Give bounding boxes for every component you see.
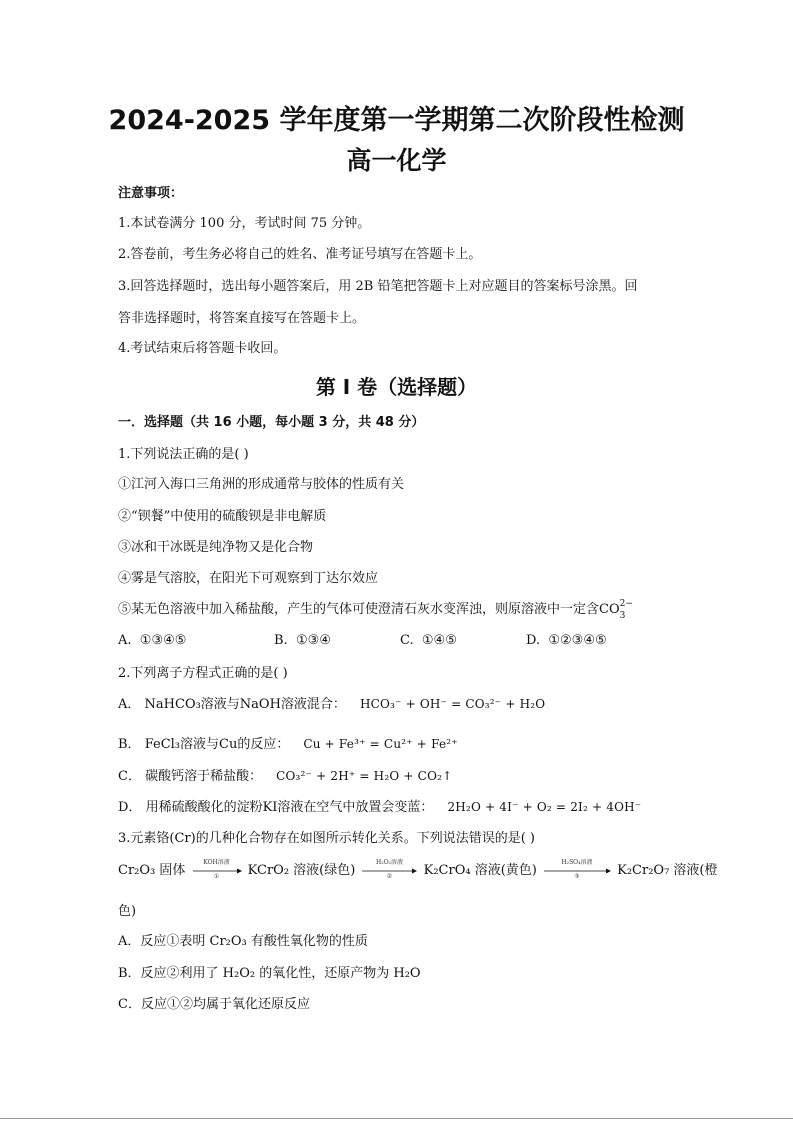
- note-item: 2.答卷前，考生务必将自己的姓名、准考证号填写在答题卡上。: [118, 247, 482, 262]
- q2-option-c: C． 碳酸钙溶于稀盐酸： CO₃²⁻ + 2H⁺ = H₂O + CO₂↑: [118, 769, 453, 784]
- q1-option-b: B. ①③④: [274, 633, 331, 648]
- q2-stem: 2.下列离子方程式正确的是( ): [118, 666, 288, 681]
- q3-option-c: C．反应①②均属于氧化还原反应: [118, 997, 310, 1012]
- note-item: 4.考试结束后将答题卡收回。: [118, 341, 287, 356]
- section-title: 第 Ⅰ 卷（选择题）: [315, 375, 478, 399]
- q1-statement-5: [118, 601, 634, 619]
- part-heading: 一．选择题（共 16 小题，每小题 3 分，共 48 分）: [118, 415, 425, 430]
- chain-substance: K₂Cr₂O₇ 溶液(橙: [617, 863, 718, 878]
- q1-stem: 1.下列说法正确的是( ): [118, 447, 249, 462]
- chain-continuation: 色): [118, 904, 137, 919]
- reaction-arrow-1: KOH溶液 ①: [192, 868, 242, 874]
- q1-statement: ②“钡餐”中使用的硫酸钡是非电解质: [118, 509, 327, 524]
- q1-statement: ①江河入海口三角洲的形成通常与胶体的性质有关: [118, 477, 405, 492]
- q1-option-d: D. ①②③④⑤: [526, 633, 607, 648]
- note-item: 3.回答选择题时，选出每小题答案后，用 2B 铅笔把答题卡上对应题目的答案标号涂黑。回: [118, 279, 638, 294]
- chain-substance: KCrO₂ 溶液(绿色): [247, 863, 356, 878]
- notes-heading: 注意事项：: [118, 186, 184, 201]
- q1-statement: ④雾是气溶胶，在阳光下可观察到丁达尔效应: [118, 571, 379, 586]
- q1-statement-text: ⑤某无色溶液中加入稀盐酸，产生的气体可使澄清石灰水变浑浊，则原溶液中一定含: [118, 602, 600, 617]
- q1-option-c: C. ①④⑤: [400, 633, 457, 648]
- q3-option-a: A．反应①表明 Cr₂O₃ 有酸性氧化物的性质: [118, 934, 368, 949]
- q2-option-d: D． 用稀硫酸酸化的淀粉KI溶液在空气中放置会变蓝： 2H₂O + 4I⁻ + O₂ = 2I₂ + 4OH⁻: [118, 800, 642, 815]
- q2-option-b: B． FeCl₃溶液与Cu的反应： Cu + Fe³⁺ = Cu²⁺ + Fe²⁺: [118, 737, 458, 752]
- reaction-arrow-3: H₂SO₄溶液 ③: [543, 868, 611, 874]
- q3-stem: 3.元素铬(Cr)的几种化合物存在如图所示转化关系。下列说法错误的是( ): [118, 831, 535, 846]
- note-item: 1.本试卷满分 100 分，考试时间 75 分钟。: [118, 216, 371, 231]
- subject-title: 高一化学: [346, 146, 447, 175]
- chain-substance: Cr₂O₃ 固体: [118, 863, 186, 878]
- q1-option-a: A. ①③④⑤: [118, 633, 187, 648]
- q1-statement: ③冰和干冰既是纯净物又是化合物: [118, 540, 314, 555]
- note-item: 答非选择题时，将答案直接写在答题卡上。: [118, 311, 366, 326]
- q3-conversion-chain: [118, 858, 718, 880]
- exam-title: 2024-2025 学年度第一学期第二次阶段性检测: [108, 105, 685, 136]
- carbonate-ion: CO 2− 3: [599, 599, 633, 621]
- reaction-arrow-2: H₂O₂溶液 ②: [361, 868, 417, 874]
- q2-option-a: A． NaHCO₃溶液与NaOH溶液混合： HCO₃⁻ + OH⁻ = CO₃²⁻ + H₂O: [118, 697, 546, 712]
- q3-option-b: B．反应②利用了 H₂O₂ 的氧化性，还原产物为 H₂O: [118, 966, 421, 981]
- page-bottom-rule: [0, 1118, 793, 1119]
- chain-substance: K₂CrO₄ 溶液(黄色): [423, 863, 537, 878]
